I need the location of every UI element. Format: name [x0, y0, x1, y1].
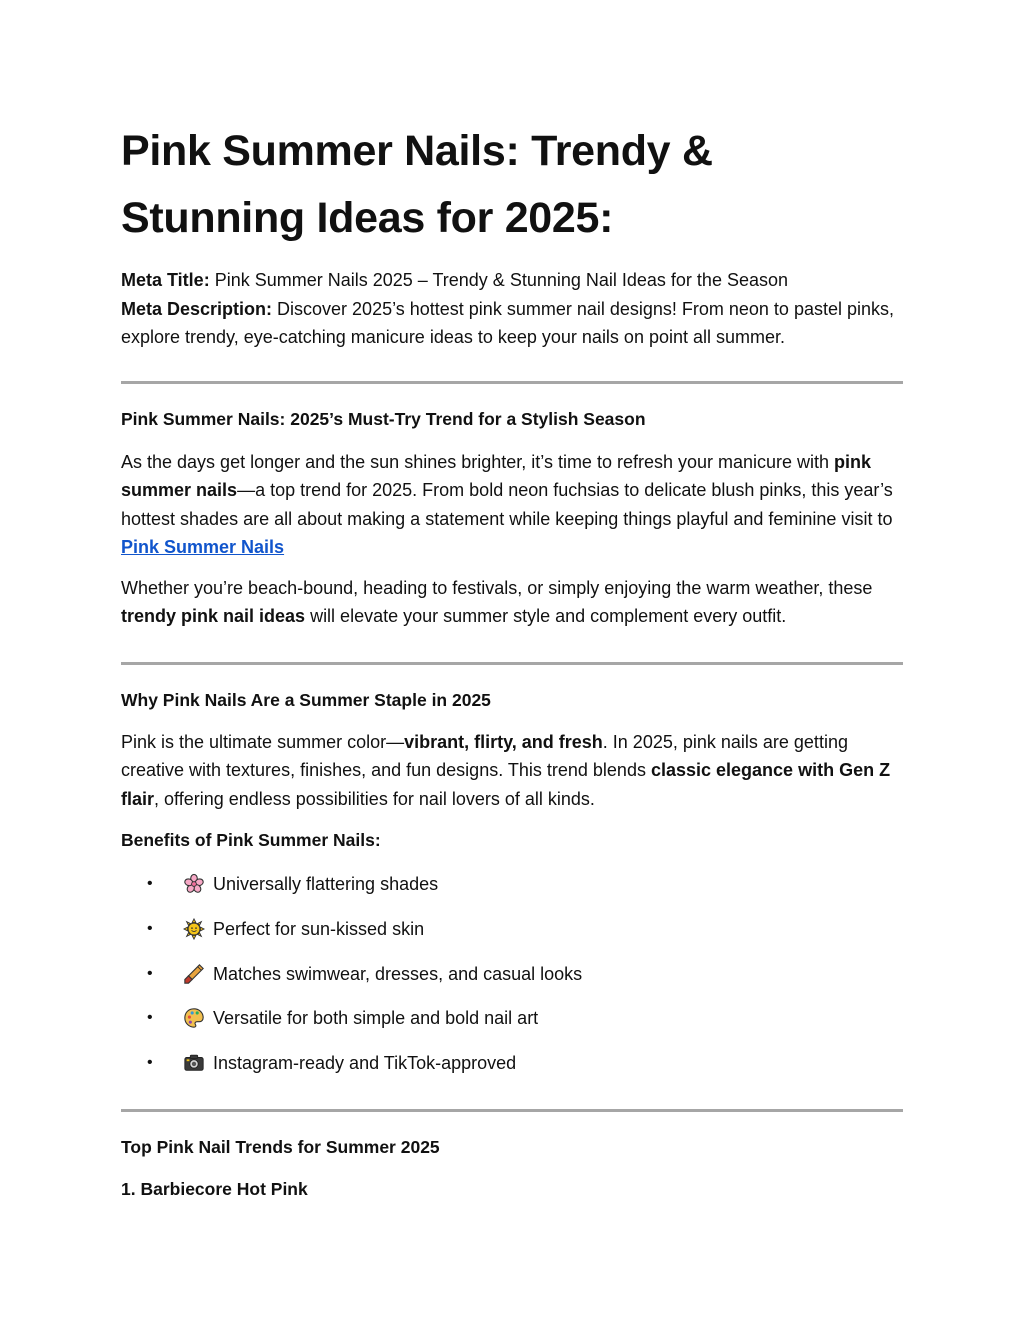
trend-subheading-barbiecore: 1. Barbiecore Hot Pink [121, 1179, 308, 1199]
second-text-c: will elevate your summer style and complement every outfit. [305, 606, 787, 627]
bullet-icon: • [147, 964, 153, 982]
section-heading-top-trends: Top Pink Nail Trends for Summer 2025 [121, 1137, 440, 1157]
staple-paragraph [121, 728, 903, 813]
section-heading-trend: Pink Summer Nails: 2025’s Must-Try Trend for a Stylish Season [121, 409, 646, 429]
cherry-blossom-icon [183, 873, 205, 895]
bullet-icon: • [147, 875, 153, 892]
staple-text-a: Pink is the ultimate summer color— [121, 732, 405, 752]
section-heading-staple: Why Pink Nails Are a Summer Staple in 2025 [121, 690, 491, 710]
intro-paragraph [121, 448, 903, 562]
intro-text-c: —a top trend for 2025. From bold neon fuchsias to delicate blush pinks, this year’s hottest shades are all about making a statement while keeping things playful and feminine visit to [121, 480, 893, 529]
paintbrush-icon [183, 963, 205, 985]
staple-text-c: . In 2025, pink nails are getting creative with textures, finishes, and fun designs. This trend blends [121, 732, 848, 781]
benefit-text: Universally flattering shades [213, 874, 439, 894]
meta-description-value: Discover 2025’s hottest pink summer nail designs! From neon to pastel pinks, explore trendy, eye-catching manicure ideas to keep your nails on point all summer. [121, 298, 894, 347]
second-text-bold: trendy pink nail ideas [121, 606, 306, 627]
bullet-icon: • [147, 1054, 153, 1072]
benefit-text: Instagram-ready and TikTok-approved [213, 1053, 517, 1074]
meta-title-line [121, 266, 903, 295]
meta-title-value: Pink Summer Nails 2025 – Trendy & Stunning Nail Ideas for the Season [209, 270, 788, 290]
benefit-text: Perfect for sun-kissed skin [213, 918, 425, 939]
divider-2 [121, 662, 903, 665]
sun-face-icon [183, 918, 205, 940]
meta-title-label: Meta Title: [121, 270, 210, 290]
intro-text-bold: pink summer nails [121, 452, 872, 501]
staple-text-bold-2: classic elegance with Gen Z flair [121, 760, 891, 809]
benefit-text: Matches swimwear, dresses, and casual looks [213, 963, 583, 984]
staple-text-e: , offering endless possibilities for nail lovers of all kinds. [154, 788, 595, 809]
second-paragraph [121, 574, 903, 631]
page-title: Pink Summer Nails: Trendy & Stunning Ideas for 2025: [121, 127, 713, 242]
bullet-icon: • [147, 1009, 153, 1027]
artist-palette-icon [183, 1007, 205, 1029]
divider-3 [121, 1109, 903, 1112]
camera-icon [183, 1052, 205, 1074]
divider-1 [121, 381, 903, 384]
meta-block [121, 266, 903, 352]
bullet-icon: • [147, 919, 153, 937]
benefits-heading: Benefits of Pink Summer Nails: [121, 830, 381, 850]
meta-description-line [121, 295, 903, 352]
intro-text-a: As the days get longer and the sun shines brighter, it’s time to refresh your manicure with [121, 452, 835, 472]
second-text-a: Whether you’re beach-bound, heading to festivals, or simply enjoying the warm weather, these [121, 578, 873, 598]
benefit-text: Versatile for both simple and bold nail art [213, 1008, 539, 1029]
meta-description-label: Meta Description: [121, 298, 273, 319]
pink-summer-nails-link[interactable]: Pink Summer Nails [121, 537, 285, 558]
staple-text-bold-1: vibrant, flirty, and fresh [404, 732, 603, 752]
